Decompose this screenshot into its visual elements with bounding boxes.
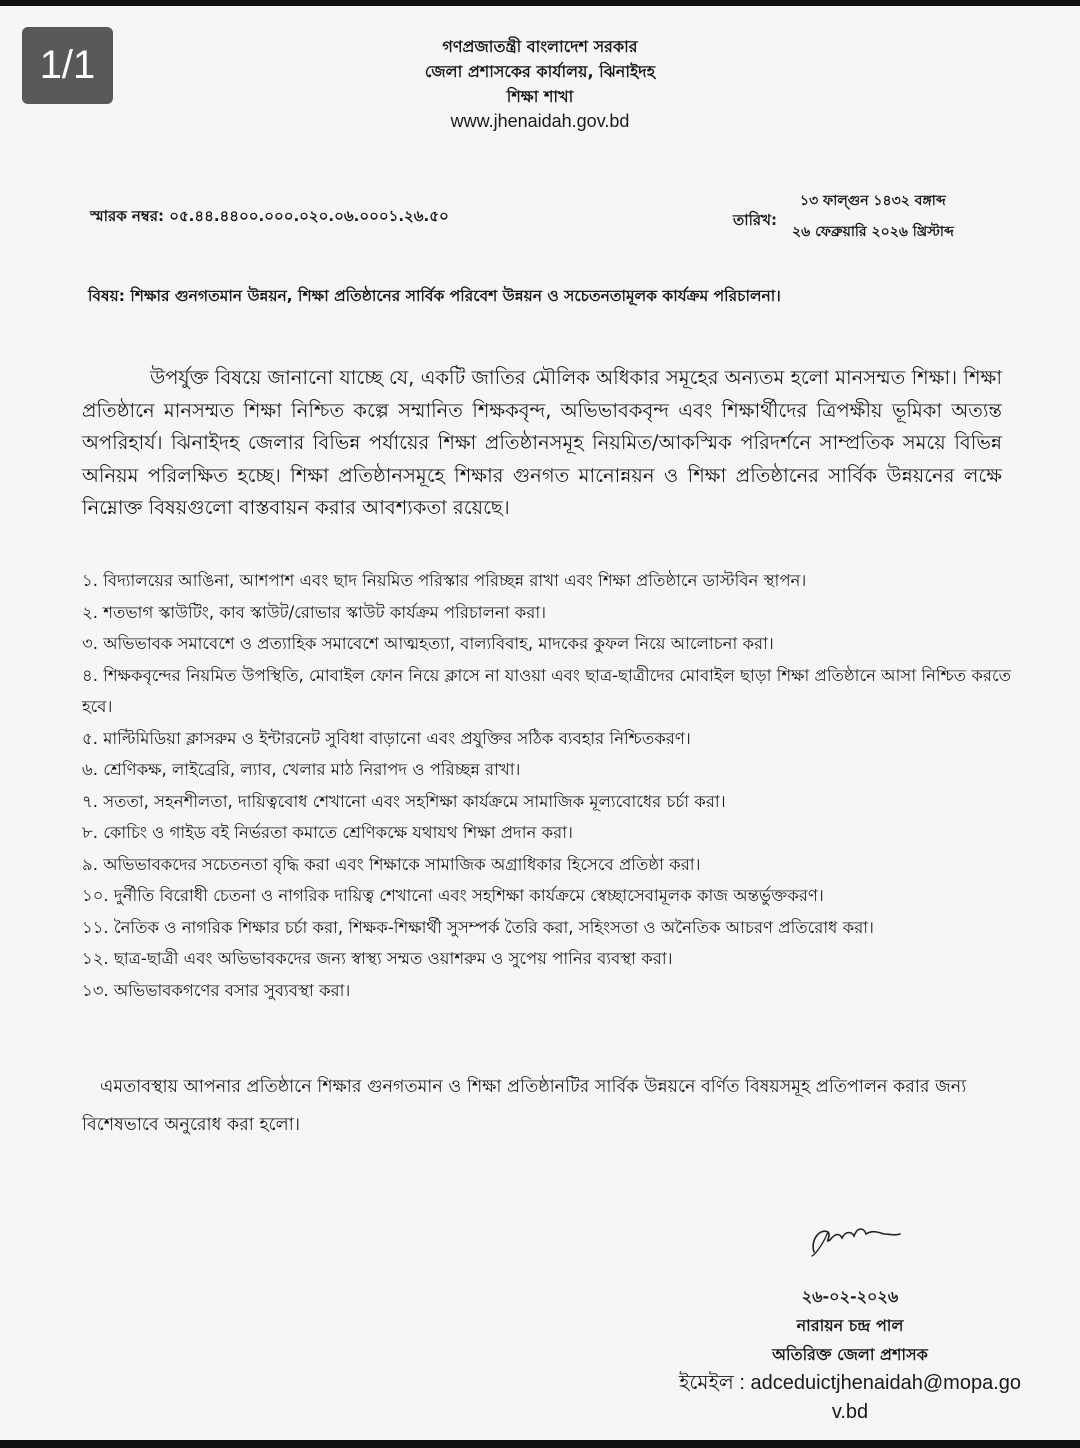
list-item: ১২. ছাত্র-ছাত্রী এবং অভিভাবকদের জন্য স্বাস্থ্য সম্মত ওয়াশরুম ও সুপেয় পানির ব্যবস্থা করা। — [82, 949, 673, 968]
memo-value: ০৫.৪৪.৪৪০০.০০০.০২০.০৬.০০০১.২৬.৫০ — [169, 207, 449, 225]
list-item: ৩. অভিভাবক সমাবেশে ও প্রত্যাহিক সমাবেশে আত্মহত্যা, বাল্যবিবাহ, মাদকের কুফল নিয়ে আলোচনা করা। — [82, 634, 774, 653]
list-item: ১৩. অভিভাবকগণের বসার সুব্যবস্থা করা। — [82, 980, 351, 1000]
letterhead — [0, 34, 1080, 134]
list-item: ৪. শিক্ষকবৃন্দের নিয়মিত উপস্থিতি, মোবাইল ফোন নিয়ে ক্লাসে না যাওয়া এবং ছাত্র-ছাত্রীদের মোবাইল ছাড়া শিক্ষা প্রতিষ্ঠানে আসা নিশ্চিত করতে হবে। — [82, 665, 1011, 716]
list-item: ১. বিদ্যালয়ের আঙিনা, আশপাশ এবং ছাদ নিয়মিত পরিস্কার পরিচ্ছন্ন রাখা এবং শিক্ষা প্রতিষ্ঠানে ডাস্টবিন স্থাপন। — [82, 571, 807, 590]
signatory-email[interactable]: ইমেইল : adceduictjhenaidah@mopa.go — [678, 1372, 1022, 1394]
subject-label: বিষয়: — [88, 287, 125, 305]
subject-line — [88, 284, 1008, 310]
list-item: ৫. মাল্টিমিডিয়া ক্লাসরুম ও ইন্টারনেট সুবিধা বাড়ানো এবং প্রযুক্তির সঠিক ব্যবহার নিশ্চিতকরণ। — [82, 728, 691, 748]
list-item: ৮. কোচিং ও গাইড বই নির্ভরতা কমাতে শ্রেণিকক্ষে যথাযথ শিক্ষা প্রদান করা। — [82, 823, 573, 842]
list-item: ৬. শ্রেণিকক্ষ, লাইব্রেরি, ল্যাব, খেলার মাঠ নিরাপদ ও পরিচ্ছন্ন রাখা। — [82, 760, 521, 779]
top-edge-bar — [0, 0, 1080, 6]
page-indicator[interactable]: 1/1 — [22, 27, 113, 104]
list-item: ৭. সততা, সহনশীলতা, দায়িত্ববোধ শেখানো এবং সহশিক্ষা কার্যক্রমে সামাজিক মূল্যবোধের চর্চা করা। — [82, 791, 726, 811]
signatory-designation: অতিরিক্ত জেলা প্রশাসক — [772, 1345, 928, 1364]
signature-date: ২৬-০২-২০২৬ — [801, 1287, 899, 1306]
date-label: তারিখ: — [733, 211, 777, 229]
list-item: ২. শতভাগ স্কাউটিং, কাব স্কাউট/রোভার স্কাউট কার্যক্রম পরিচালনা করা। — [82, 602, 547, 622]
website-link[interactable]: www.jhenaidah.gov.bd — [450, 111, 630, 131]
body-paragraph: উপর্যুক্ত বিষয়ে জানানো যাচ্ছে যে, একটি জাতির মৌলিক অধিকার সমূহের অন্যতম হলো মানসম্মত শিক্ষা। শিক্ষা প্রতিষ্ঠানে মানসম্মত শিক্ষা নিশ্চিত কল্পে সম্মানিত শিক্ষকবৃন্দ, অভিভাবকবৃন্দ এবং শিক্ষার্থীদের ত্রিপক্ষীয় ভূমিকা অত্যন্ত অপরিহার্য। ঝিনাইদহ জেলার বিভিন্ন পর্যায়ের শিক্ষা প্রতিষ্ঠানসমূহ নিয়মিত/আকস্মিক পরিদর্শনে সাম্প্রতিক সময়ে বিভিন্ন অনিয়ম পরিলক্ষিত হচ্ছে। শিক্ষা প্রতিষ্ঠানসমূহে শিক্ষার গুনগত মানোন্নয়ন ও শিক্ষা প্রতিষ্ঠানের সার্বিক উন্নয়নের লক্ষে নিম্নোক্ত বিষয়গুলো বাস্তবায়ন করার আবশ্যকতা রয়েছে। — [82, 366, 1002, 519]
signatory-name: নারায়ন চন্দ্র পাল — [796, 1316, 904, 1335]
memo-number — [90, 205, 449, 230]
instruction-list — [82, 565, 1017, 1006]
signatory-email-continued[interactable]: v.bd — [831, 1401, 869, 1423]
list-item: ৯. অভিভাবকদের সচেতনতা বৃদ্ধি করা এবং শিক্ষাকে সামাজিক অগ্রাধিকার হিসেবে প্রতিষ্ঠা করা। — [82, 854, 701, 874]
english-date: ২৬ ফেব্রুয়ারি ২০২৬ খ্রিস্টাব্দ — [792, 224, 954, 240]
list-item: ১১. নৈতিক ও নাগরিক শিক্ষার চর্চা করা, শিক্ষক-শিক্ষার্থী সুসম্পর্ক তৈরি করা, সহিংসতা ও অনৈতিক আচরণ প্রতিরোধ করা। — [82, 917, 874, 937]
memo-label: স্মারক নম্বর: — [90, 207, 164, 225]
bangla-date: ১৩ ফাল্গুন ১৪৩২ বঙ্গাব্দ — [800, 193, 946, 209]
list-item: ১০. দুর্নীতি বিরোধী চেতনা ও নাগরিক দায়িত্ব শেখানো এবং সহশিক্ষা কার্যক্রমে স্বেচ্ছাসেবামূলক কাজ অন্তর্ভুক্তকরণ। — [82, 886, 824, 905]
closing-paragraph: এমতাবস্থায় আপনার প্রতিষ্ঠানে শিক্ষার গুনগতমান ও শিক্ষা প্রতিষ্ঠানটির সার্বিক উন্নয়নে বর্ণিত বিষয়সমূহ প্রতিপালন করার জন্য বিশেষভাবে অনুরোধ করা হলো। — [82, 1077, 967, 1135]
handwritten-signature — [806, 1212, 906, 1257]
section-name: শিক্ষা শাখা — [506, 87, 574, 106]
signature-block — [660, 1282, 1040, 1427]
bottom-edge-bar — [0, 1440, 1080, 1448]
government-name: গণপ্রজাতন্ত্রী বাংলাদেশ সরকার — [442, 37, 638, 56]
office-name: জেলা প্রশাসকের কার্যালয়, ঝিনাইদহ — [424, 62, 656, 81]
subject-text: শিক্ষার গুনগতমান উন্নয়ন, শিক্ষা প্রতিষ্ঠানের সার্বিক পরিবেশ উন্নয়ন ও সচেতনতামূলক কার্যক্রম পরিচালনা। — [130, 287, 781, 305]
